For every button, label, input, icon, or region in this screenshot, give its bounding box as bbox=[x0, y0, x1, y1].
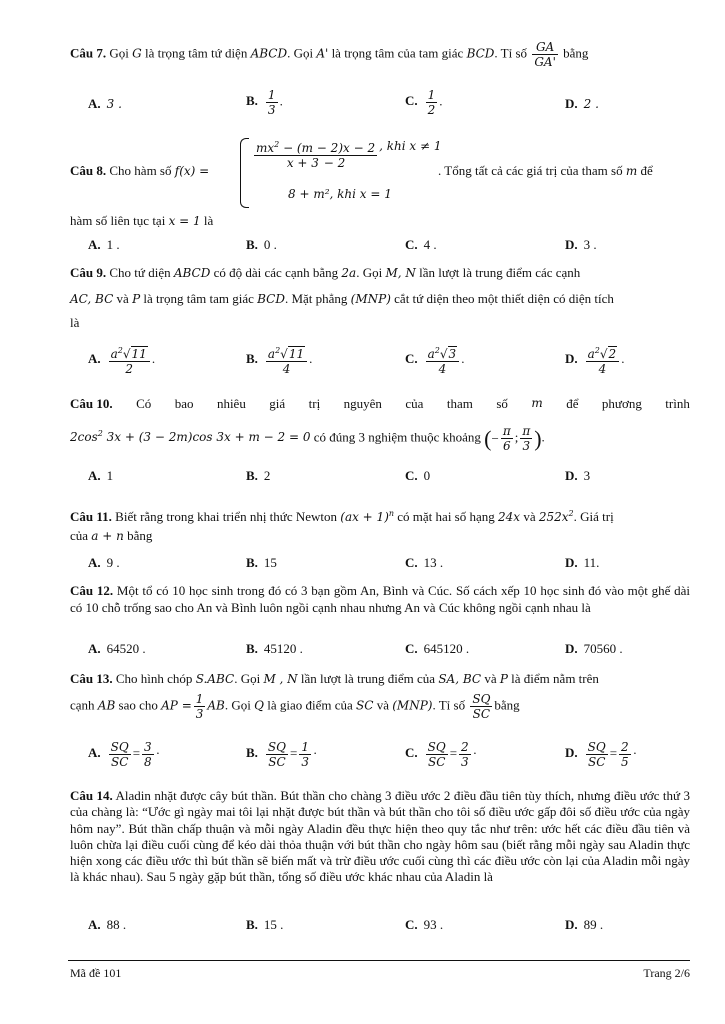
q10-word: trình bbox=[665, 396, 690, 411]
q7-text: . Gọi bbox=[287, 45, 314, 61]
q9-text: là bbox=[70, 315, 80, 330]
q9-text: . Gọi bbox=[356, 265, 383, 280]
question-10 bbox=[70, 395, 690, 412]
q9-answer-d: D. $\frac{a^2√2}{4}$ . bbox=[565, 346, 625, 376]
q7-text: . Tỉ số bbox=[494, 45, 528, 61]
q7-answer-d: D. 2 . bbox=[565, 96, 599, 111]
q13-answer-d: D. $\frac{SQ}{SC}$ = $\frac{2}{5}$ · bbox=[565, 740, 638, 769]
question-13: Câu 13. Cho hình chóp S.ABC. Gọi M , N lần lượt là trung điểm của SA, BC và P là điểm nằm trên bbox=[70, 671, 599, 686]
question-11: Câu 11. Biết rằng trong khai triển nhị thức Newton (ax + 1)$^n$ có mặt hai số hạng 24x và $252x^2$. Giá trị bbox=[70, 509, 614, 524]
q13-answer-b: B. $\frac{SQ}{SC}$ = $\frac{1}{3}$ · bbox=[246, 740, 318, 769]
q8-case1: , khi x ≠ 1 bbox=[379, 139, 442, 153]
page-number: Trang 2/6 bbox=[643, 966, 690, 980]
q7-text: bằng bbox=[563, 45, 589, 61]
q9-answer-a: A. $\frac{a^2√11}{2}$ . bbox=[88, 346, 156, 376]
q13-text: và bbox=[484, 671, 497, 686]
q9-text: cắt tứ diện theo một thiết diện có diện tích bbox=[394, 291, 614, 306]
q8-text: . Tổng tất cả các giá trị của tham số bbox=[438, 163, 623, 178]
q12-answer-d: D. 70560 . bbox=[565, 641, 623, 656]
q11-text: . Giá trị bbox=[573, 509, 614, 524]
q10-answer-c: C. 0 bbox=[405, 468, 431, 483]
q11-text: có mặt hai số hạng bbox=[397, 509, 495, 524]
q14-answer-d: D. 89 . bbox=[565, 917, 604, 932]
question-7: Câu 7. Gọi G là trọng tâm tứ diện ABCD. Gọi A' là trọng tâm của tam giác BCD. Tỉ số $\frac{GA}{GA'}$ bằng bbox=[70, 40, 589, 69]
q14-answer-b: B. 15 . bbox=[246, 917, 284, 932]
q10-answer-a: A. 1 bbox=[88, 468, 114, 483]
q13-text: . Tỉ số bbox=[432, 697, 466, 713]
q10-word: giá bbox=[269, 396, 286, 411]
q11-text: bằng bbox=[127, 528, 153, 543]
q7-text: Gọi bbox=[109, 45, 129, 61]
q9-answer-c: C. $\frac{a^2√3}{4}$ . bbox=[405, 346, 465, 376]
q9-text: có độ dài các cạnh bằng bbox=[213, 265, 339, 280]
q9-line3 bbox=[70, 314, 690, 331]
q10-text: có đúng 3 nghiệm thuộc khoảng bbox=[313, 429, 481, 445]
q10-answer-d: D. 3 bbox=[565, 468, 591, 483]
q9-text: . Mặt phẳng bbox=[284, 291, 348, 306]
q13-text: và bbox=[376, 697, 389, 713]
q10-word: nhiêu bbox=[216, 396, 246, 411]
q11-answer-c: C. 13 . bbox=[405, 555, 444, 570]
q14-answer-a: A. 88 . bbox=[88, 917, 127, 932]
q10-word: Có bbox=[136, 396, 152, 411]
q12-answer-b: B. 45120 . bbox=[246, 641, 303, 656]
exam-code: Mã đề 101 bbox=[70, 966, 122, 980]
question-9: Câu 9. Cho tứ diện ABCD có độ dài các cạnh bằng 2a. Gọi M, N lần lượt là trung điểm các cạnh bbox=[70, 265, 581, 280]
q10-answer-b: B. 2 bbox=[246, 468, 271, 483]
q8-case2: 8 + m², khi x = 1 bbox=[288, 187, 392, 201]
q7-label: Câu 7. bbox=[70, 45, 107, 61]
q10-word: tham bbox=[446, 396, 473, 411]
q9-label: Câu 9. bbox=[70, 265, 107, 280]
q10-label: Câu 10. bbox=[70, 396, 113, 411]
q7-text: là trọng tâm tứ diện bbox=[144, 45, 248, 61]
q12-answer-a: A. 64520 . bbox=[88, 641, 146, 656]
q10-word: để bbox=[566, 396, 579, 411]
q7-answer-a: A. 3 . bbox=[88, 96, 122, 111]
footer-divider bbox=[68, 960, 690, 961]
q9-text: là trọng tâm tam giác bbox=[143, 291, 254, 306]
q8-answer-c: C. 4 . bbox=[405, 237, 437, 252]
q13-text: cạnh bbox=[70, 697, 95, 713]
q14-label: Câu 14. bbox=[70, 788, 113, 803]
q10-word: m bbox=[531, 396, 543, 410]
q7-answer-b: B. $\frac{1}{3}$ . bbox=[246, 88, 283, 117]
q7-answer-c: C. $\frac{1}{2}$ . bbox=[405, 88, 443, 117]
q10-word: của bbox=[405, 396, 424, 411]
q10-word: bao bbox=[174, 396, 194, 411]
q8-text: là bbox=[203, 213, 214, 228]
q13-line2: cạnh AB sao cho AP = $\frac{1}{3}$ AB. Gọi Q là giao điểm của SC và (MNP). Tỉ số $\frac{SQ}{SC}$ bằng bbox=[70, 692, 520, 721]
q13-text: là điểm nằm trên bbox=[511, 671, 599, 686]
question-12 bbox=[70, 582, 690, 616]
question-8: Câu 8. Cho hàm số f(x) = $\frac{mx^2 - (m - 2)x - 2}{x + 3 - 2}$ , khi x ≠ 1 8 + m², khi x = 1 . Tổng tất cả các giá trị của tham số m để bbox=[70, 138, 690, 208]
q11-text: của bbox=[70, 528, 89, 543]
q10-word: số bbox=[496, 396, 508, 411]
q12-text: Một tổ có 10 học sinh trong đó có 3 bạn gồm An, Bình và Cúc. Số cách xếp 10 học sinh đó vào một ghế dài có 10 chỗ trống sao cho An và Bình luôn ngồi cạnh nhau nhưng An và Cúc không ngồi cạnh nhau là bbox=[70, 583, 691, 615]
q8-answer-d: D. 3 . bbox=[565, 237, 597, 252]
q13-text: sao cho bbox=[118, 697, 158, 713]
q7-text: là trọng tâm của tam giác bbox=[331, 45, 464, 61]
q13-answer-a: A. $\frac{SQ}{SC}$ = $\frac{3}{8}$ · bbox=[88, 740, 161, 769]
q14-text: Aladin nhặt được cây bút thần. Bút thần cho chàng 3 điều ước 2 điều đầu tiên tùy thích, nhưng điều ước thứ 3 của chàng là: “Ước gì ngày mai tôi lại nhặt được bút thần và bút thần cho tôi số điều ước gấp đôi số điều ước của ngày hôm nay”. Bút thần chấp thuận và mỗi ngày Aladin đều thực hiện theo quy tắc như trên: ước hết các điều đầu tiên và luôn chừa lại điều cuối cùng để kéo dài thỏa thuận với bút thần cho ngày hôm sau (biết rằng mỗi ngày sau Aladin thực hiện xong các điều ước thì bút thần sẽ biến mất và trừ điều ước cuối cùng thì các điều ước còn lại của Aladin mỗi ngày là khác nhau). Sau 5 ngày gặp bút thần, tổng số điều ước khác nhau của Aladin là bbox=[70, 788, 690, 885]
q14-answer-c: C. 93 . bbox=[405, 917, 444, 932]
q12-answer-c: C. 645120 . bbox=[405, 641, 470, 656]
q13-answer-c: C. $\frac{SQ}{SC}$ = $\frac{2}{3}$ · bbox=[405, 740, 478, 769]
q13-text: . Gọi bbox=[224, 697, 251, 713]
q8-text: để bbox=[640, 163, 653, 178]
q13-text: bằng bbox=[494, 697, 520, 713]
q11-answer-d: D. 11. bbox=[565, 555, 600, 570]
q13-text: Cho hình chóp bbox=[115, 671, 193, 686]
q8-answer-a: A. 1 . bbox=[88, 237, 120, 252]
q9-answer-b: B. $\frac{a^2√11}{4}$ . bbox=[246, 346, 313, 376]
q11-answer-a: A. 9 . bbox=[88, 555, 120, 570]
q12-label: Câu 12. bbox=[70, 583, 114, 598]
q10-word: nguyên bbox=[343, 396, 382, 411]
q10-line2: $2\cos^2$ 3x + (3 − 2m)cos 3x + m − 2 = 0 có đúng 3 nghiệm thuộc khoảng (− $\frac{\pi}{6}$ ; $\frac{\pi}{3}$ ). bbox=[70, 424, 545, 453]
q8-answer-b: B. 0 . bbox=[246, 237, 277, 252]
q13-text: là giao điểm của bbox=[267, 697, 353, 713]
question-14 bbox=[70, 788, 690, 886]
q11-answer-b: B. 15 bbox=[246, 555, 277, 570]
q13-label: Câu 13. bbox=[70, 671, 113, 686]
q9-text: Cho tứ diện bbox=[109, 265, 171, 280]
q13-text: lần lượt là trung điểm của bbox=[300, 671, 436, 686]
q13-text: . Gọi bbox=[234, 671, 261, 686]
q8-label: Câu 8. bbox=[70, 163, 107, 178]
q10-word: phương bbox=[601, 396, 642, 411]
q9-line2: AC, BC và P là trọng tâm tam giác BCD. Mặt phẳng (MNP) cắt tứ diện theo một thiết diện có diện tích bbox=[70, 291, 614, 306]
q11-line2: của a + n bằng bbox=[70, 528, 153, 543]
q11-text: Biết rằng trong khai triển nhị thức Newton bbox=[115, 509, 338, 524]
q8-text: hàm số liên tục tại bbox=[70, 213, 166, 228]
q9-text: và bbox=[116, 291, 129, 306]
q8-text: Cho hàm số bbox=[109, 163, 172, 178]
q10-word: trị bbox=[308, 396, 321, 411]
q9-text: lần lượt là trung điểm các cạnh bbox=[419, 265, 581, 280]
q11-text: và bbox=[523, 509, 536, 524]
q11-label: Câu 11. bbox=[70, 509, 112, 524]
q8-line2: hàm số liên tục tại x = 1 là bbox=[70, 213, 214, 228]
